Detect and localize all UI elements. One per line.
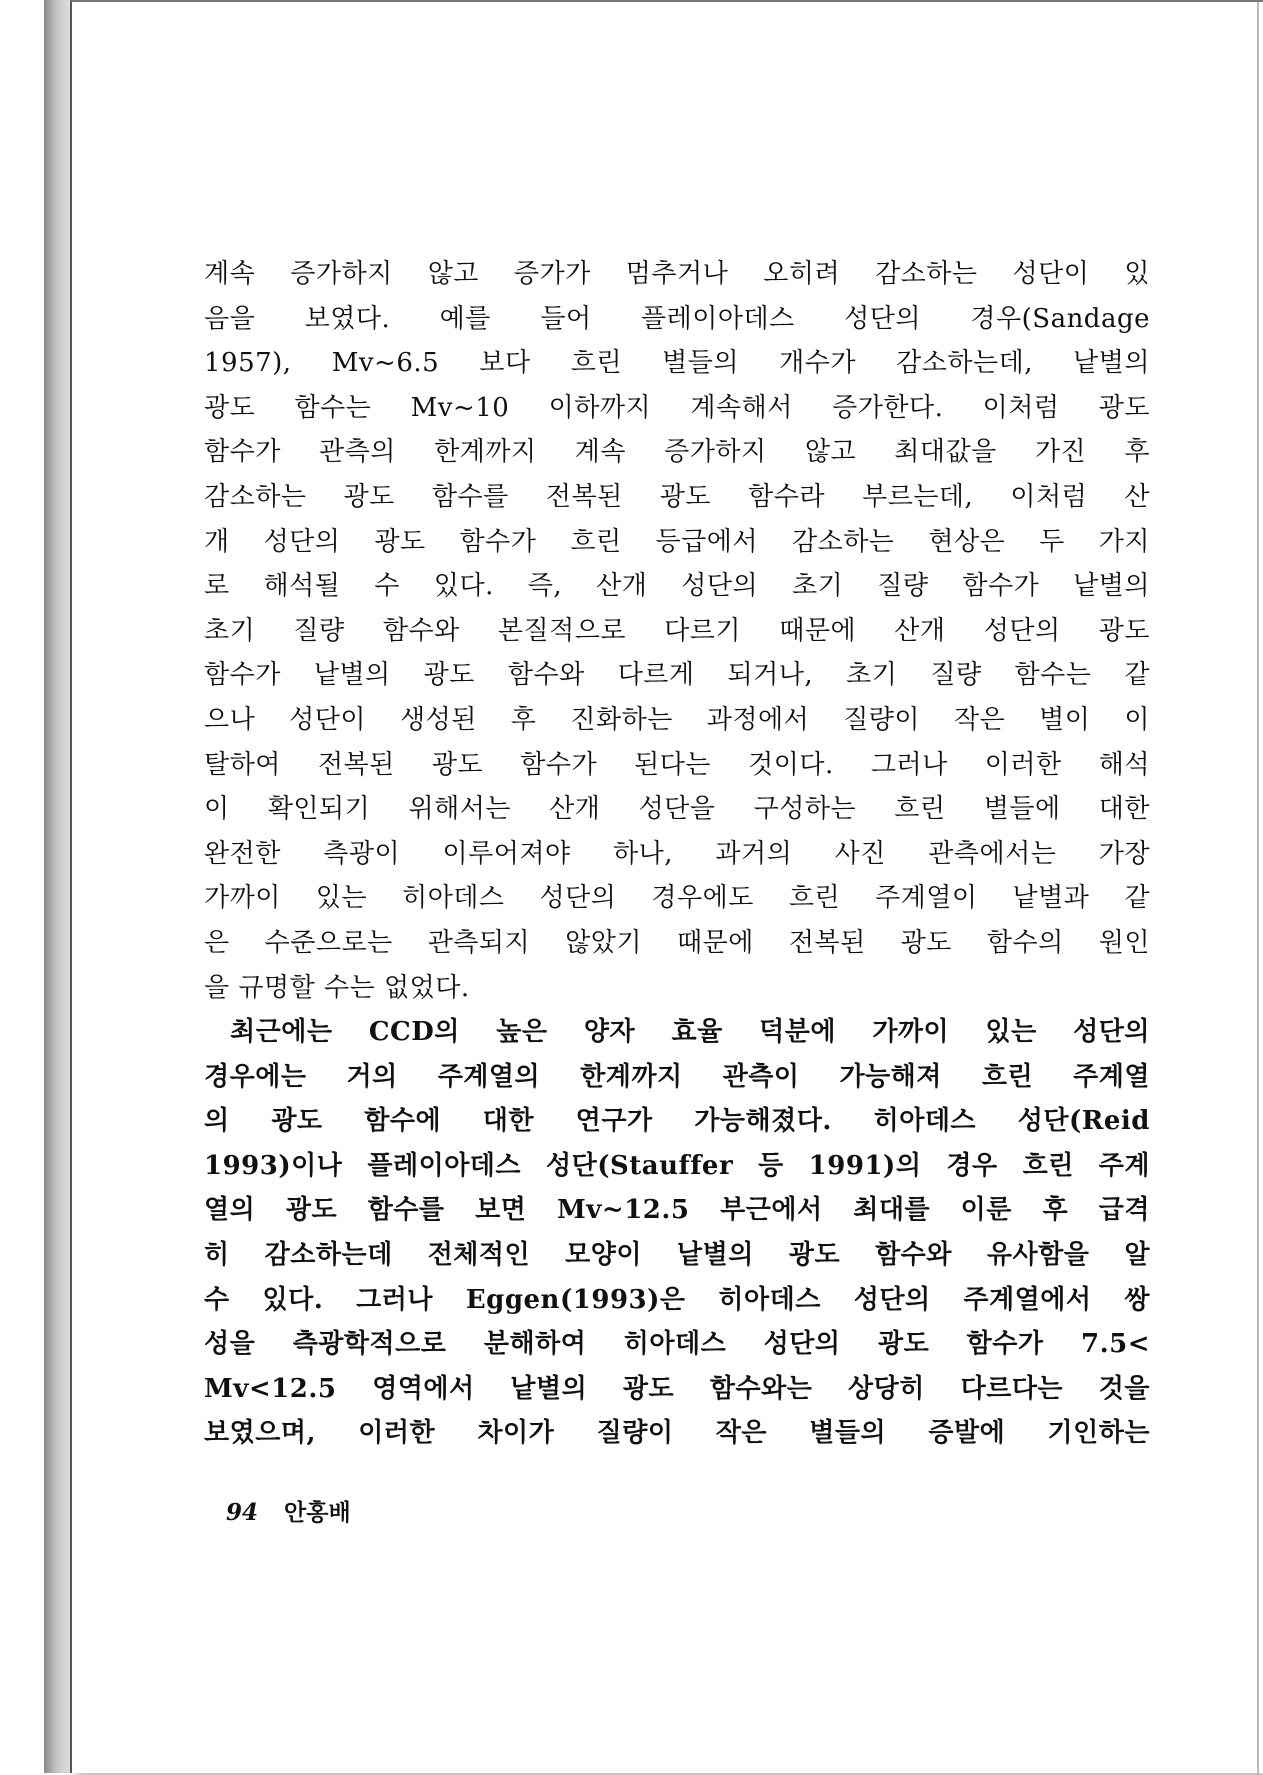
text-line: 경우에는 거의 주계열의 한계까지 관측이 가능해져 흐린 주계열 (204, 1061, 1150, 1092)
text-line: 완전한 측광이 이루어져야 하나, 과거의 사진 관측에서는 가장 (204, 838, 1150, 869)
text-line: 광도 함수는 Mv~10 이하까지 계속해서 증가한다. 이처럼 광도 (204, 392, 1150, 423)
text-line: 열의 광도 함수를 보면 Mv~12.5 부근에서 최대를 이룬 후 급격 (204, 1195, 1150, 1226)
text-line: 1957), Mv~6.5 보다 흐린 별들의 개수가 감소하는데, 낱별의 (204, 348, 1150, 379)
text-line: 계속 증가하지 않고 증가가 멈추거나 오히려 감소하는 성단이 있 (204, 259, 1150, 289)
text-line: 1993)이나 플레이아데스 성단(Stauffer 등 1991)의 경우 흐린 주계 (204, 1150, 1150, 1181)
paragraph-1 (204, 252, 1150, 1010)
text-line: 초기 질량 함수와 본질적으로 다르기 때문에 산개 성단의 광도 (204, 615, 1150, 646)
text-line: 성을 측광학적으로 분해하여 히아데스 성단의 광도 함수가 7.5< (204, 1329, 1150, 1360)
body-text (204, 252, 1150, 1456)
page-edge-line (1257, 2, 1259, 1775)
text-line: 탈하여 전복된 광도 함수가 된다는 것이다. 그러나 이러한 해석 (204, 749, 1150, 780)
text-line: 히 감소하는데 전체적인 모양이 낱별의 광도 함수와 유사함을 알 (204, 1240, 1150, 1271)
text-line: 개 성단의 광도 함수가 흐린 등급에서 감소하는 현상은 두 가지 (204, 526, 1150, 557)
text-line: Mv<12.5 영역에서 낱별의 광도 함수와는 상당히 다르다는 것을 (204, 1373, 1150, 1404)
page-footer (226, 1494, 351, 1527)
text-line: 보였으며, 이러한 차이가 질량이 작은 별들의 증발에 기인하는 (204, 1418, 1150, 1449)
text-line: 최근에는 CCD의 높은 양자 효율 덕분에 가까이 있는 성단의 (230, 1017, 1150, 1048)
text-line: 의 광도 함수에 대한 연구가 가능해졌다. 히아데스 성단(Reid (204, 1106, 1150, 1137)
text-line: 은 수준으로는 관측되지 않았기 때문에 전복된 광도 함수의 원인 (204, 927, 1150, 958)
author-name: 안홍배 (284, 1499, 351, 1526)
text-line: 함수가 낱별의 광도 함수와 다르게 되거나, 초기 질량 함수는 같 (204, 660, 1150, 691)
text-line: 가까이 있는 히아데스 성단의 경우에도 흐린 주계열이 낱별과 같 (204, 883, 1150, 914)
text-line: 감소하는 광도 함수를 전복된 광도 함수라 부르는데, 이처럼 산 (204, 481, 1150, 512)
text-line: 로 해석될 수 있다. 즉, 산개 성단의 초기 질량 함수가 낱별의 (204, 571, 1150, 602)
text-line: 을 규명할 수는 없었다. (204, 972, 470, 1003)
page-number: 94 (226, 1499, 259, 1526)
text-line: 함수가 관측의 한계까지 계속 증가하지 않고 최대값을 가진 후 (204, 437, 1150, 468)
text-line: 수 있다. 그러나 Eggen(1993)은 히아데스 성단의 주계열에서 쌍 (204, 1284, 1150, 1315)
text-line: 으나 성단이 생성된 후 진화하는 과정에서 질량이 작은 별이 이 (204, 704, 1150, 735)
text-line: 음을 보였다. 예를 들어 플레이아데스 성단의 경우(Sandage (204, 303, 1150, 334)
text-line: 이 확인되기 위해서는 산개 성단을 구성하는 흐린 별들에 대한 (204, 794, 1150, 825)
paragraph-2 (204, 1010, 1150, 1456)
